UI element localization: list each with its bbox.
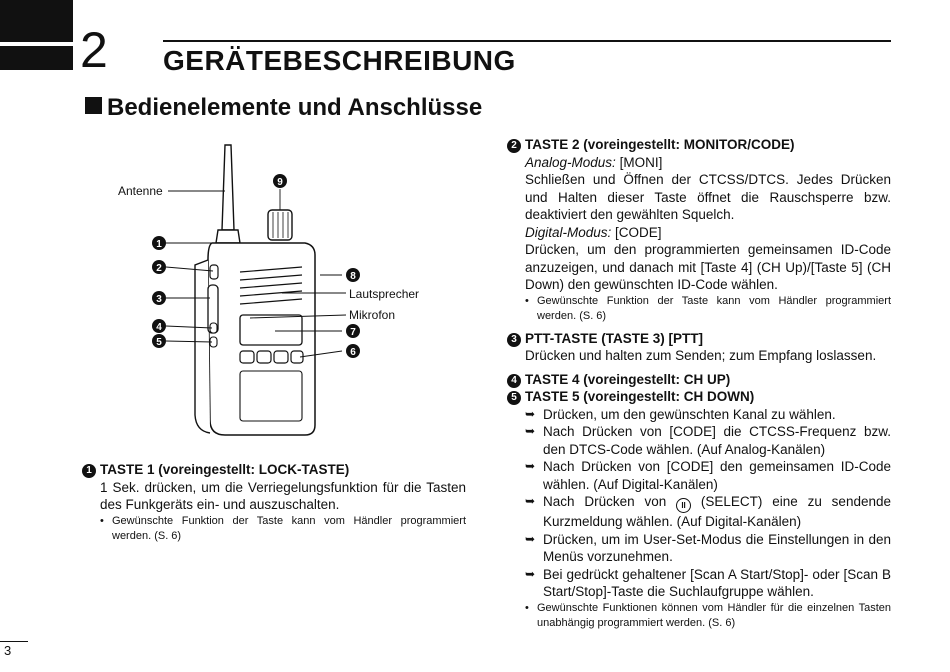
chapter-tab bbox=[0, 0, 73, 70]
taste-2-heading: 2 TASTE 2 (voreingestellt: MONITOR/CODE) bbox=[507, 136, 891, 154]
header-rule bbox=[163, 40, 891, 42]
chapter-title: GERÄTEBESCHREIBUNG bbox=[163, 45, 516, 76]
arrow-icon: ➥ bbox=[525, 566, 536, 581]
callout-8-label: 8 bbox=[350, 271, 356, 282]
taste-1-note: • Gewünschte Funktion der Taste kann vom Händler programmiert werden. (S. 6) bbox=[100, 514, 466, 542]
taste-5-bullet: ➥ Nach Drücken von [CODE] den gemeinsamen ID-Code wählen. (Auf Digital-Kanälen) bbox=[525, 459, 891, 492]
number-badge-icon: 2 bbox=[507, 139, 521, 153]
number-badge-icon: 4 bbox=[507, 374, 521, 388]
taste-5-bullet: ➥ Nach Drücken von [CODE] die CTCSS-Frequenz bzw. den DTCS-Code wählen. (Auf Analog-Kanälen) bbox=[525, 424, 891, 457]
radio-illustration bbox=[110, 135, 420, 445]
page-number: 3 bbox=[4, 643, 12, 658]
arrow-icon: ➥ bbox=[525, 424, 536, 438]
callout-1-label: 1 bbox=[156, 239, 162, 250]
taste-3-heading: 3 PTT-TASTE (TASTE 3) [PTT] bbox=[507, 330, 891, 348]
taste-1-text: 1 Sek. drücken, um die Verriegelungsfunktion für die Tasten des Funkgeräts ein- und auszuschalten. bbox=[100, 479, 466, 512]
right-column bbox=[507, 136, 891, 631]
taste-5-note: • Gewünschte Funktionen können vom Händler für die einzelnen Tasten unabhängig programmiert werden. (S. 6) bbox=[525, 601, 891, 629]
arrow-icon: ➥ bbox=[525, 406, 536, 421]
square-bullet-icon bbox=[85, 97, 102, 114]
callout-2-label: 2 bbox=[156, 263, 162, 274]
taste-5-bullet: ➥ Drücken, um im User-Set-Modus die Einstellungen in den Menüs vorzunehmen. bbox=[525, 531, 891, 564]
item-taste-1 bbox=[82, 461, 466, 544]
arrow-icon: ➥ bbox=[525, 531, 536, 546]
item-taste-3 bbox=[507, 330, 891, 365]
callout-3-label: 3 bbox=[156, 294, 162, 305]
callout-5-label: 5 bbox=[156, 337, 162, 348]
taste-4-heading: 4 TASTE 4 (voreingestellt: CH UP) bbox=[507, 371, 891, 389]
section-title bbox=[85, 92, 482, 124]
number-badge-icon: 1 bbox=[82, 464, 96, 478]
callout-6-label: 6 bbox=[350, 347, 356, 358]
taste-5-heading: 5 TASTE 5 (voreingestellt: CH DOWN) bbox=[507, 388, 891, 406]
number-badge-icon: 3 bbox=[507, 333, 521, 347]
arrow-icon: ➥ bbox=[525, 459, 536, 473]
label-speaker: Lautsprecher bbox=[349, 287, 420, 301]
arrow-icon: ➥ bbox=[525, 494, 536, 508]
callout-9-label: 9 bbox=[277, 177, 283, 188]
taste-5-bullet: ➥ Bei gedrückt gehaltener [Scan A Start/Stop]- oder [Scan B Start/Stop]-Taste die Suchlaufgruppe wählen. bbox=[525, 566, 891, 599]
number-badge-icon: 5 bbox=[507, 391, 521, 405]
taste-2-analog-text: Schließen und Öffnen der CTCSS/DTCS. Jedes Drücken und Halten dieser Taste öffnet die Rauschsperre bzw. deaktiviert den gewählten Squelch. bbox=[525, 172, 891, 222]
taste-3-text: Drücken und halten zum Senden; zum Empfang loslassen. bbox=[525, 348, 877, 363]
taste-5-bullet: ➥ Nach Drücken von II (SELECT) eine zu sendende Kurzmeldung wählen. (Auf Digital-Kanälen) bbox=[525, 494, 891, 529]
taste-2-digital-text: Drücken, um den programmierten gemeinsamen ID-Code anzuzeigen, und danach mit [Taste 4] (CH Up)/[Taste 5] (CH Down) den gewünschten ID-Code wählen. bbox=[525, 242, 891, 292]
label-mic: Mikrofon bbox=[349, 308, 396, 322]
callout-4-label: 4 bbox=[156, 322, 162, 333]
taste-2-analog-mode: Analog-Modus: [MONI] bbox=[525, 154, 663, 170]
taste-2-note: • Gewünschte Funktion der Taste kann vom Händler programmiert werden. (S. 6) bbox=[525, 294, 891, 322]
item-taste-4 bbox=[507, 371, 891, 389]
item-taste-2 bbox=[507, 136, 891, 324]
page-number-rule bbox=[0, 641, 28, 642]
chapter-number: 2 bbox=[80, 22, 108, 78]
callout-7-label: 7 bbox=[350, 327, 356, 338]
taste-2-digital-mode: Digital-Modus: [CODE] bbox=[525, 224, 662, 240]
taste-1-heading: 1 TASTE 1 (voreingestellt: LOCK-TASTE) bbox=[82, 461, 466, 479]
item-taste-5 bbox=[507, 388, 891, 631]
section-title-text: Bedienelemente und Anschlüsse bbox=[107, 94, 483, 121]
select-key-icon: II bbox=[676, 498, 691, 513]
label-antenna: Antenne bbox=[118, 184, 163, 198]
taste-5-bullet: ➥ Drücken, um den gewünschten Kanal zu wählen. bbox=[525, 406, 836, 422]
